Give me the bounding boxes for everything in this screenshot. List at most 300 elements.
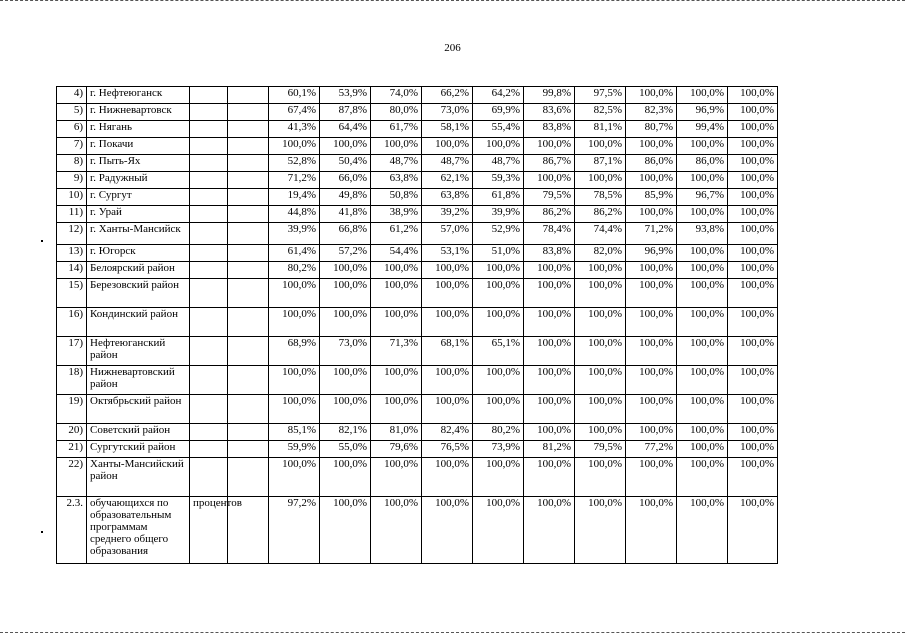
table-row xyxy=(57,172,778,189)
empty-cell xyxy=(228,262,269,279)
value-cell: 100,0% xyxy=(575,395,626,424)
value-cell: 100,0% xyxy=(473,497,524,564)
value-cell: 81,1% xyxy=(575,121,626,138)
value-cell: 65,1% xyxy=(473,337,524,366)
empty-cell xyxy=(228,308,269,337)
value-cell: 39,9% xyxy=(473,206,524,223)
value-cell: 100,0% xyxy=(677,458,728,497)
value-cell: 53,1% xyxy=(422,245,473,262)
value-cell: 99,8% xyxy=(524,87,575,104)
empty-cell xyxy=(228,366,269,395)
value-cell: 100,0% xyxy=(320,395,371,424)
table-row xyxy=(57,245,778,262)
unit-cell xyxy=(190,172,228,189)
unit-cell xyxy=(190,262,228,279)
unit-cell: процентов xyxy=(190,497,228,564)
value-cell: 100,0% xyxy=(626,279,677,308)
value-cell: 86,2% xyxy=(524,206,575,223)
row-number: 22) xyxy=(57,458,87,497)
value-cell: 100,0% xyxy=(575,366,626,395)
value-cell: 100,0% xyxy=(524,172,575,189)
value-cell: 100,0% xyxy=(269,458,320,497)
value-cell: 52,8% xyxy=(269,155,320,172)
value-cell: 100,0% xyxy=(320,279,371,308)
scan-dot xyxy=(41,531,43,533)
unit-cell xyxy=(190,138,228,155)
value-cell: 80,0% xyxy=(371,104,422,121)
value-cell: 64,2% xyxy=(473,87,524,104)
row-number: 8) xyxy=(57,155,87,172)
value-cell: 49,8% xyxy=(320,189,371,206)
value-cell: 100,0% xyxy=(371,497,422,564)
value-cell: 100,0% xyxy=(728,458,778,497)
value-cell: 100,0% xyxy=(728,87,778,104)
value-cell: 85,9% xyxy=(626,189,677,206)
table-row xyxy=(57,155,778,172)
value-cell: 71,2% xyxy=(269,172,320,189)
value-cell: 100,0% xyxy=(575,458,626,497)
unit-cell xyxy=(190,308,228,337)
value-cell: 59,3% xyxy=(473,172,524,189)
unit-cell xyxy=(190,424,228,441)
value-cell: 79,6% xyxy=(371,441,422,458)
value-cell: 57,0% xyxy=(422,223,473,245)
value-cell: 100,0% xyxy=(473,138,524,155)
value-cell: 100,0% xyxy=(677,245,728,262)
table-row xyxy=(57,104,778,121)
value-cell: 100,0% xyxy=(269,366,320,395)
row-number: 16) xyxy=(57,308,87,337)
table-row xyxy=(57,121,778,138)
value-cell: 100,0% xyxy=(677,87,728,104)
value-cell: 100,0% xyxy=(524,337,575,366)
value-cell: 100,0% xyxy=(371,395,422,424)
value-cell: 100,0% xyxy=(320,366,371,395)
value-cell: 82,0% xyxy=(575,245,626,262)
value-cell: 100,0% xyxy=(728,172,778,189)
unit-cell xyxy=(190,87,228,104)
value-cell: 76,5% xyxy=(422,441,473,458)
value-cell: 87,8% xyxy=(320,104,371,121)
value-cell: 59,9% xyxy=(269,441,320,458)
unit-cell xyxy=(190,189,228,206)
value-cell: 68,9% xyxy=(269,337,320,366)
row-name: Сургутский район xyxy=(87,441,190,458)
row-number: 21) xyxy=(57,441,87,458)
value-cell: 86,0% xyxy=(626,155,677,172)
value-cell: 100,0% xyxy=(473,395,524,424)
value-cell: 100,0% xyxy=(473,366,524,395)
value-cell: 100,0% xyxy=(728,262,778,279)
value-cell: 73,0% xyxy=(422,104,473,121)
value-cell: 100,0% xyxy=(269,138,320,155)
value-cell: 66,0% xyxy=(320,172,371,189)
value-cell: 100,0% xyxy=(677,206,728,223)
empty-cell xyxy=(228,424,269,441)
value-cell: 86,7% xyxy=(524,155,575,172)
value-cell: 100,0% xyxy=(677,497,728,564)
value-cell: 100,0% xyxy=(728,121,778,138)
table-row xyxy=(57,189,778,206)
value-cell: 100,0% xyxy=(626,337,677,366)
value-cell: 100,0% xyxy=(728,366,778,395)
value-cell: 97,2% xyxy=(269,497,320,564)
value-cell: 61,7% xyxy=(371,121,422,138)
empty-cell xyxy=(228,138,269,155)
value-cell: 100,0% xyxy=(269,308,320,337)
table-row xyxy=(57,424,778,441)
value-cell: 100,0% xyxy=(269,279,320,308)
value-cell: 100,0% xyxy=(575,337,626,366)
value-cell: 100,0% xyxy=(524,458,575,497)
value-cell: 100,0% xyxy=(422,279,473,308)
value-cell: 79,5% xyxy=(524,189,575,206)
value-cell: 100,0% xyxy=(626,497,677,564)
value-cell: 100,0% xyxy=(677,138,728,155)
unit-cell xyxy=(190,223,228,245)
unit-cell xyxy=(190,104,228,121)
row-name: г. Нефтеюганск xyxy=(87,87,190,104)
value-cell: 100,0% xyxy=(371,308,422,337)
value-cell: 41,8% xyxy=(320,206,371,223)
row-name: г. Нягань xyxy=(87,121,190,138)
scan-edge-top xyxy=(0,0,905,3)
row-number: 10) xyxy=(57,189,87,206)
value-cell: 100,0% xyxy=(575,172,626,189)
value-cell: 48,7% xyxy=(422,155,473,172)
value-cell: 87,1% xyxy=(575,155,626,172)
table-row xyxy=(57,441,778,458)
empty-cell xyxy=(228,458,269,497)
value-cell: 100,0% xyxy=(677,424,728,441)
value-cell: 83,8% xyxy=(524,121,575,138)
value-cell: 81,2% xyxy=(524,441,575,458)
value-cell: 100,0% xyxy=(422,458,473,497)
scan-dot xyxy=(41,240,43,242)
value-cell: 63,8% xyxy=(422,189,473,206)
value-cell: 53,9% xyxy=(320,87,371,104)
value-cell: 100,0% xyxy=(677,172,728,189)
value-cell: 100,0% xyxy=(728,104,778,121)
row-name: Нефтеюганский район xyxy=(87,337,190,366)
value-cell: 100,0% xyxy=(473,262,524,279)
value-cell: 93,8% xyxy=(677,223,728,245)
value-cell: 96,9% xyxy=(677,104,728,121)
value-cell: 100,0% xyxy=(473,279,524,308)
value-cell: 100,0% xyxy=(320,138,371,155)
value-cell: 50,8% xyxy=(371,189,422,206)
value-cell: 62,1% xyxy=(422,172,473,189)
empty-cell xyxy=(228,189,269,206)
value-cell: 80,7% xyxy=(626,121,677,138)
value-cell: 39,9% xyxy=(269,223,320,245)
row-name: обучающихся по образовательным программам среднего общего образования xyxy=(87,497,190,564)
value-cell: 38,9% xyxy=(371,206,422,223)
value-cell: 82,4% xyxy=(422,424,473,441)
unit-cell xyxy=(190,458,228,497)
value-cell: 100,0% xyxy=(320,262,371,279)
row-name: Кондинский район xyxy=(87,308,190,337)
value-cell: 100,0% xyxy=(677,337,728,366)
value-cell: 100,0% xyxy=(728,279,778,308)
scan-edge-bottom xyxy=(0,632,905,635)
table-row xyxy=(57,395,778,424)
empty-cell xyxy=(228,121,269,138)
value-cell: 97,5% xyxy=(575,87,626,104)
unit-cell xyxy=(190,121,228,138)
value-cell: 100,0% xyxy=(524,366,575,395)
unit-cell xyxy=(190,366,228,395)
empty-cell xyxy=(228,395,269,424)
value-cell: 100,0% xyxy=(626,138,677,155)
value-cell: 100,0% xyxy=(422,497,473,564)
value-cell: 83,6% xyxy=(524,104,575,121)
value-cell: 82,3% xyxy=(626,104,677,121)
row-number: 19) xyxy=(57,395,87,424)
value-cell: 54,4% xyxy=(371,245,422,262)
value-cell: 66,8% xyxy=(320,223,371,245)
unit-cell xyxy=(190,155,228,172)
value-cell: 100,0% xyxy=(524,138,575,155)
table-row xyxy=(57,308,778,337)
value-cell: 96,7% xyxy=(677,189,728,206)
value-cell: 100,0% xyxy=(677,279,728,308)
unit-cell xyxy=(190,395,228,424)
row-name: г. Пыть-Ях xyxy=(87,155,190,172)
value-cell: 100,0% xyxy=(728,189,778,206)
row-number: 15) xyxy=(57,279,87,308)
value-cell: 100,0% xyxy=(626,424,677,441)
value-cell: 82,5% xyxy=(575,104,626,121)
value-cell: 100,0% xyxy=(728,138,778,155)
value-cell: 100,0% xyxy=(320,308,371,337)
value-cell: 73,9% xyxy=(473,441,524,458)
value-cell: 69,9% xyxy=(473,104,524,121)
row-name: г. Покачи xyxy=(87,138,190,155)
row-name: Ханты-Мансийский район xyxy=(87,458,190,497)
value-cell: 48,7% xyxy=(371,155,422,172)
row-name: Березовский район xyxy=(87,279,190,308)
value-cell: 61,4% xyxy=(269,245,320,262)
value-cell: 100,0% xyxy=(575,138,626,155)
value-cell: 55,0% xyxy=(320,441,371,458)
row-name: Белоярский район xyxy=(87,262,190,279)
value-cell: 85,1% xyxy=(269,424,320,441)
value-cell: 100,0% xyxy=(371,458,422,497)
value-cell: 100,0% xyxy=(728,206,778,223)
value-cell: 100,0% xyxy=(320,458,371,497)
value-cell: 100,0% xyxy=(728,337,778,366)
value-cell: 81,0% xyxy=(371,424,422,441)
value-cell: 55,4% xyxy=(473,121,524,138)
row-name: г. Радужный xyxy=(87,172,190,189)
value-cell: 82,1% xyxy=(320,424,371,441)
row-number: 13) xyxy=(57,245,87,262)
table-row xyxy=(57,366,778,395)
table-row xyxy=(57,223,778,245)
row-number: 14) xyxy=(57,262,87,279)
value-cell: 100,0% xyxy=(677,308,728,337)
value-cell: 100,0% xyxy=(728,424,778,441)
value-cell: 100,0% xyxy=(524,395,575,424)
value-cell: 100,0% xyxy=(626,262,677,279)
row-name: г. Сургут xyxy=(87,189,190,206)
value-cell: 100,0% xyxy=(371,138,422,155)
value-cell: 57,2% xyxy=(320,245,371,262)
value-cell: 19,4% xyxy=(269,189,320,206)
value-cell: 63,8% xyxy=(371,172,422,189)
value-cell: 100,0% xyxy=(626,87,677,104)
value-cell: 100,0% xyxy=(371,279,422,308)
value-cell: 78,5% xyxy=(575,189,626,206)
table-row xyxy=(57,206,778,223)
row-number: 11) xyxy=(57,206,87,223)
value-cell: 100,0% xyxy=(320,497,371,564)
value-cell: 61,8% xyxy=(473,189,524,206)
empty-cell xyxy=(228,337,269,366)
row-number: 20) xyxy=(57,424,87,441)
value-cell: 83,8% xyxy=(524,245,575,262)
value-cell: 100,0% xyxy=(524,262,575,279)
value-cell: 80,2% xyxy=(473,424,524,441)
value-cell: 100,0% xyxy=(626,366,677,395)
table-row xyxy=(57,337,778,366)
value-cell: 100,0% xyxy=(422,366,473,395)
unit-cell xyxy=(190,245,228,262)
row-number: 17) xyxy=(57,337,87,366)
value-cell: 100,0% xyxy=(626,458,677,497)
table-row xyxy=(57,87,778,104)
empty-cell xyxy=(228,206,269,223)
value-cell: 100,0% xyxy=(677,441,728,458)
value-cell: 61,2% xyxy=(371,223,422,245)
value-cell: 100,0% xyxy=(422,262,473,279)
page-number: 206 xyxy=(444,42,461,54)
value-cell: 100,0% xyxy=(524,424,575,441)
value-cell: 67,4% xyxy=(269,104,320,121)
table-row xyxy=(57,279,778,308)
value-cell: 52,9% xyxy=(473,223,524,245)
value-cell: 48,7% xyxy=(473,155,524,172)
unit-cell xyxy=(190,337,228,366)
value-cell: 100,0% xyxy=(371,262,422,279)
value-cell: 100,0% xyxy=(677,262,728,279)
table-row xyxy=(57,262,778,279)
value-cell: 100,0% xyxy=(422,395,473,424)
value-cell: 73,0% xyxy=(320,337,371,366)
value-cell: 100,0% xyxy=(575,262,626,279)
value-cell: 100,0% xyxy=(575,424,626,441)
value-cell: 74,0% xyxy=(371,87,422,104)
value-cell: 100,0% xyxy=(473,308,524,337)
value-cell: 100,0% xyxy=(524,497,575,564)
value-cell: 71,3% xyxy=(371,337,422,366)
row-name: Советский район xyxy=(87,424,190,441)
row-number: 5) xyxy=(57,104,87,121)
value-cell: 100,0% xyxy=(677,366,728,395)
value-cell: 100,0% xyxy=(575,308,626,337)
row-name: Нижневартовский район xyxy=(87,366,190,395)
value-cell: 50,4% xyxy=(320,155,371,172)
row-name: г. Урай xyxy=(87,206,190,223)
value-cell: 100,0% xyxy=(626,308,677,337)
empty-cell xyxy=(228,245,269,262)
row-name: Октябрьский район xyxy=(87,395,190,424)
value-cell: 100,0% xyxy=(422,138,473,155)
table-row xyxy=(57,497,778,564)
table-body xyxy=(57,87,778,564)
value-cell: 100,0% xyxy=(728,245,778,262)
value-cell: 100,0% xyxy=(524,279,575,308)
value-cell: 58,1% xyxy=(422,121,473,138)
row-number: 9) xyxy=(57,172,87,189)
value-cell: 100,0% xyxy=(626,395,677,424)
value-cell: 100,0% xyxy=(728,497,778,564)
value-cell: 100,0% xyxy=(575,279,626,308)
row-number: 12) xyxy=(57,223,87,245)
unit-cell xyxy=(190,441,228,458)
value-cell: 64,4% xyxy=(320,121,371,138)
value-cell: 96,9% xyxy=(626,245,677,262)
row-number: 2.3. xyxy=(57,497,87,564)
value-cell: 44,8% xyxy=(269,206,320,223)
value-cell: 80,2% xyxy=(269,262,320,279)
value-cell: 100,0% xyxy=(677,395,728,424)
value-cell: 99,4% xyxy=(677,121,728,138)
value-cell: 60,1% xyxy=(269,87,320,104)
value-cell: 86,0% xyxy=(677,155,728,172)
row-name: г. Нижневартовск xyxy=(87,104,190,121)
value-cell: 71,2% xyxy=(626,223,677,245)
value-cell: 100,0% xyxy=(473,458,524,497)
row-number: 6) xyxy=(57,121,87,138)
row-number: 7) xyxy=(57,138,87,155)
value-cell: 100,0% xyxy=(728,308,778,337)
unit-cell xyxy=(190,206,228,223)
data-table xyxy=(56,86,778,564)
empty-cell xyxy=(228,279,269,308)
value-cell: 77,2% xyxy=(626,441,677,458)
value-cell: 100,0% xyxy=(269,395,320,424)
row-name: г. Ханты-Мансийск xyxy=(87,223,190,245)
table-row xyxy=(57,458,778,497)
value-cell: 86,2% xyxy=(575,206,626,223)
value-cell: 100,0% xyxy=(575,497,626,564)
value-cell: 66,2% xyxy=(422,87,473,104)
empty-cell xyxy=(228,155,269,172)
value-cell: 100,0% xyxy=(524,308,575,337)
table-row xyxy=(57,138,778,155)
value-cell: 78,4% xyxy=(524,223,575,245)
empty-cell xyxy=(228,172,269,189)
value-cell: 100,0% xyxy=(422,308,473,337)
unit-cell xyxy=(190,279,228,308)
value-cell: 100,0% xyxy=(728,223,778,245)
value-cell: 74,4% xyxy=(575,223,626,245)
empty-cell xyxy=(228,104,269,121)
empty-cell xyxy=(228,223,269,245)
value-cell: 100,0% xyxy=(626,206,677,223)
row-number: 18) xyxy=(57,366,87,395)
row-name: г. Югорск xyxy=(87,245,190,262)
value-cell: 51,0% xyxy=(473,245,524,262)
value-cell: 100,0% xyxy=(728,155,778,172)
value-cell: 39,2% xyxy=(422,206,473,223)
value-cell: 68,1% xyxy=(422,337,473,366)
empty-cell xyxy=(228,87,269,104)
value-cell: 79,5% xyxy=(575,441,626,458)
value-cell: 100,0% xyxy=(728,441,778,458)
